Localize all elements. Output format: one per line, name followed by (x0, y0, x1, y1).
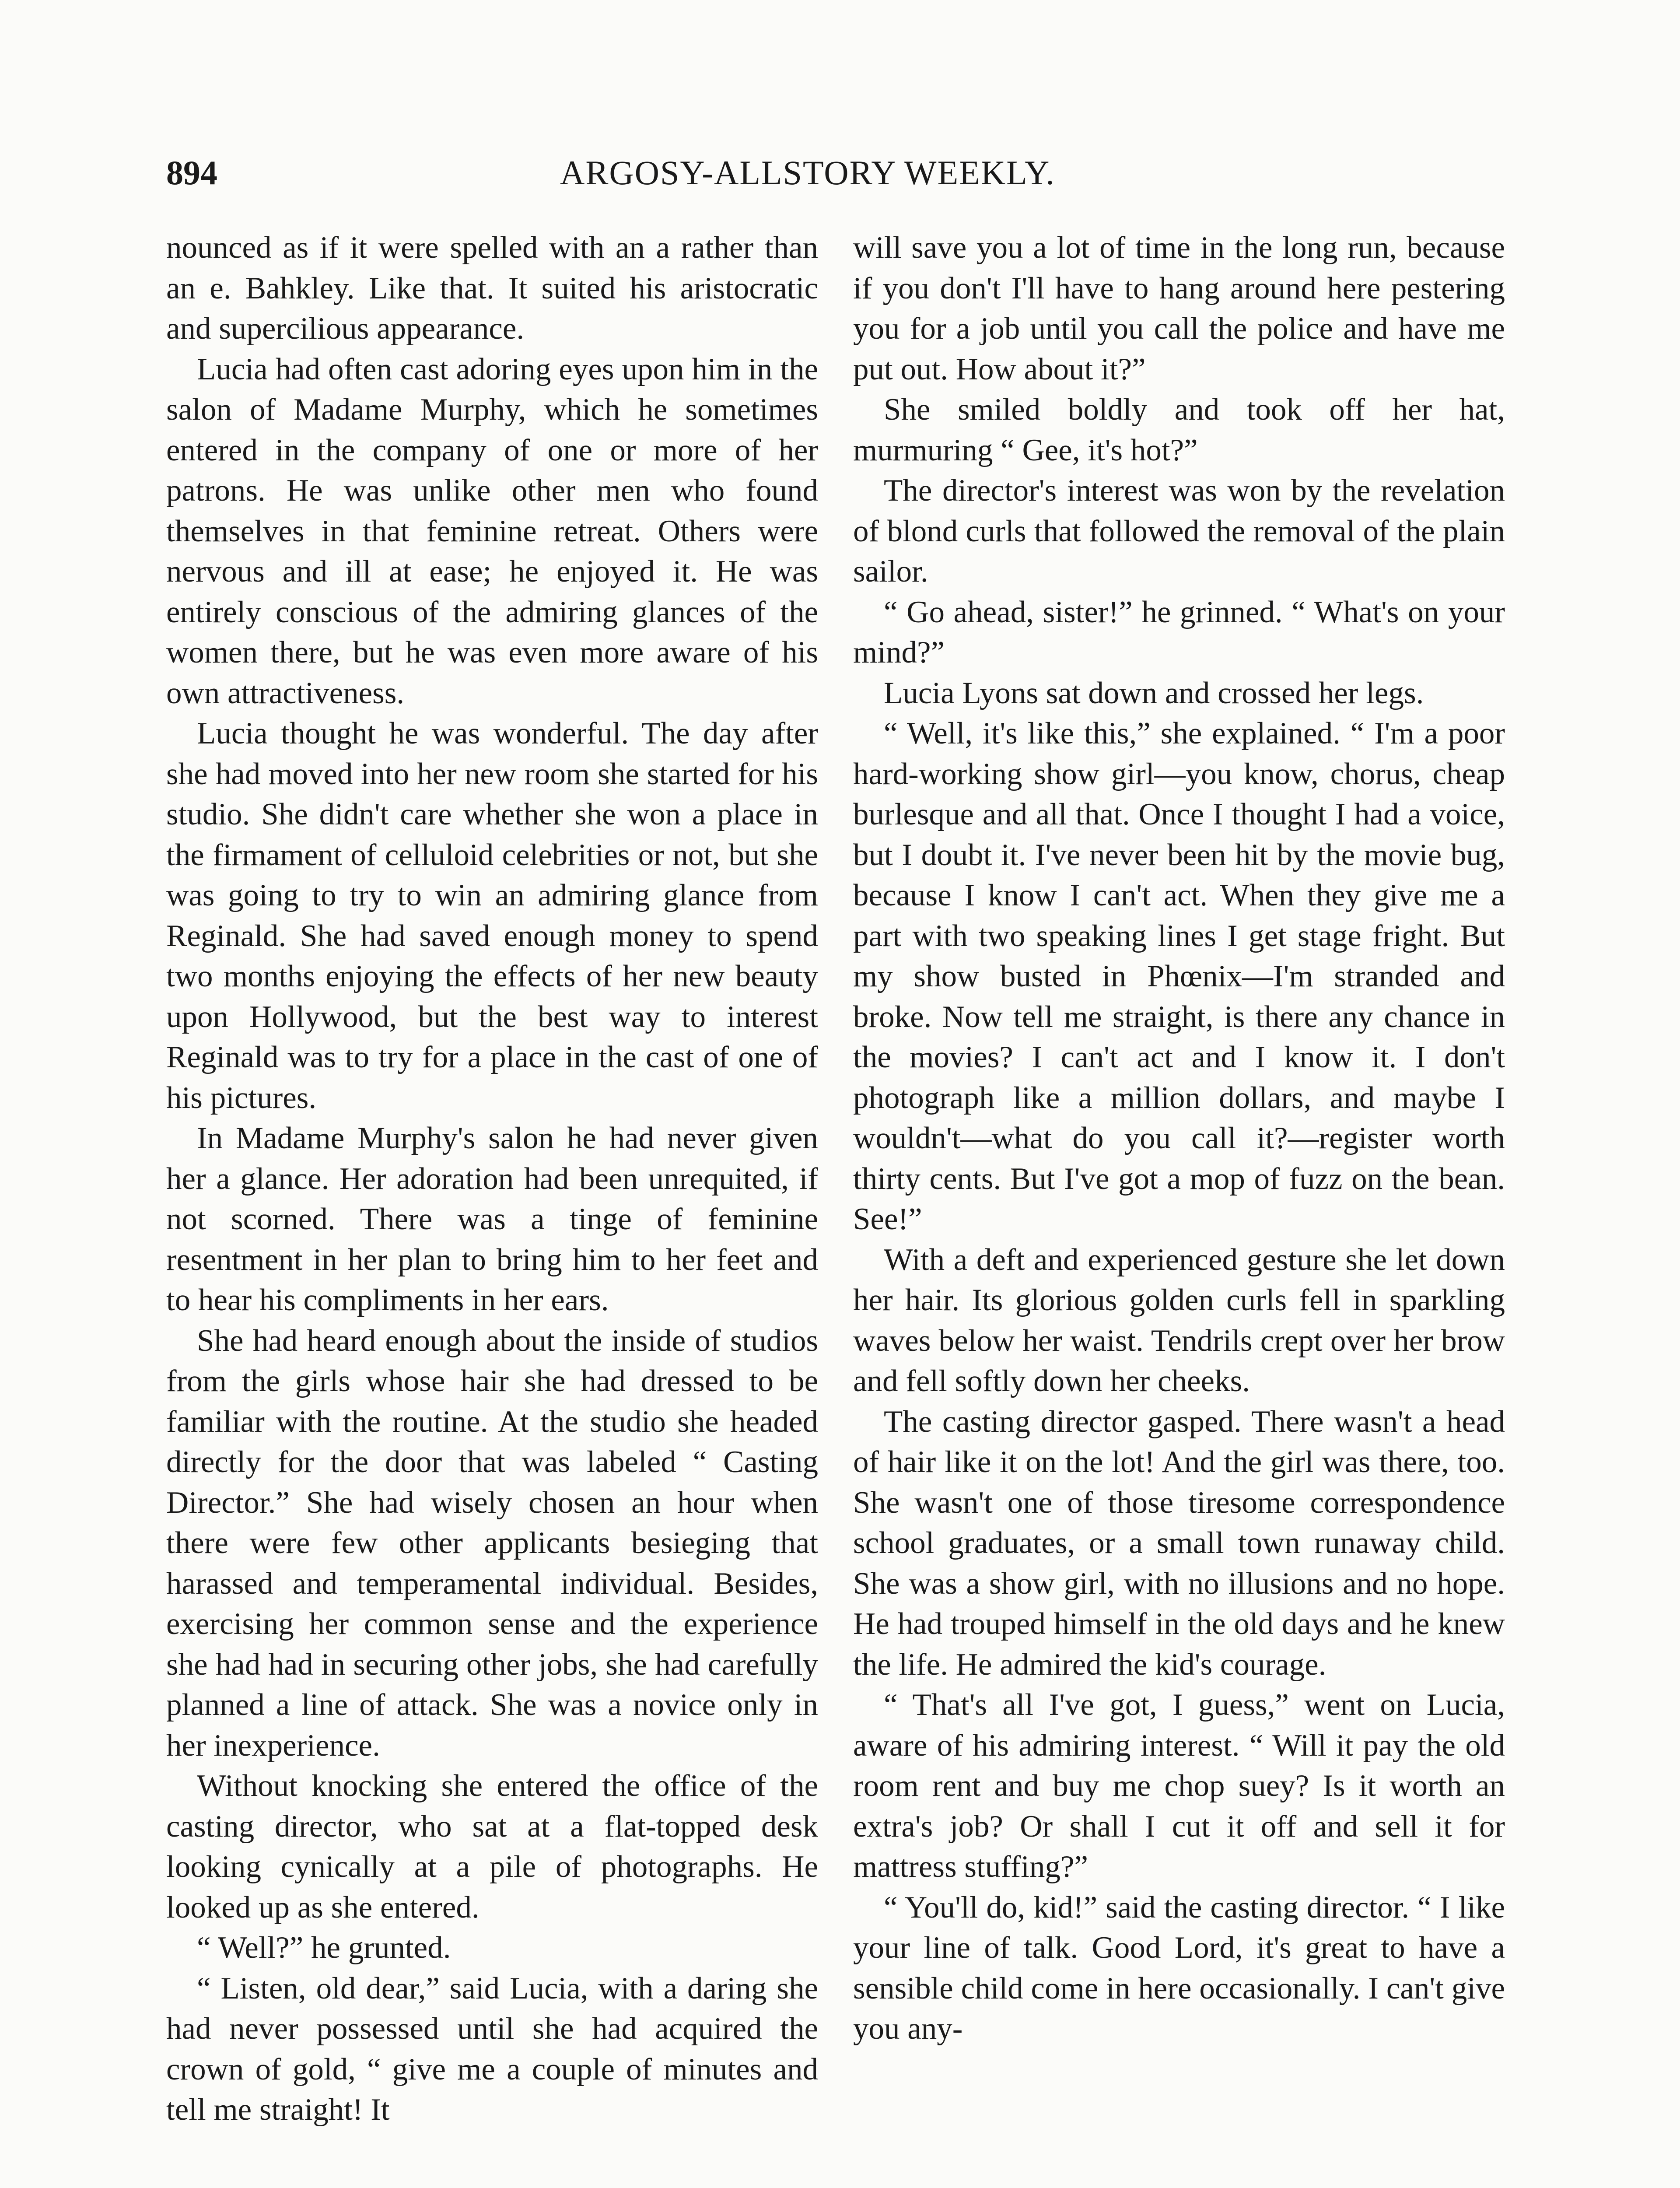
text-columns (166, 228, 1522, 2188)
left-column (166, 228, 818, 2130)
paragraph: Without knocking she entered the office of the casting director, who sat at a flat-topped desk looking cynically at a pile of photographs. He looked up as she entered. (166, 1769, 818, 1925)
right-column (853, 228, 1505, 2049)
paragraph: “ Listen, old dear,” said Lucia, with a daring she had never possessed until she had acquired the crown of gold, “ give me a couple of minutes and tell me straight! It (166, 1971, 818, 2127)
page-number: 894 (166, 154, 217, 192)
paragraph: “ Go ahead, sister!” he grinned. “ What's on your mind?” (853, 595, 1505, 670)
paragraph: Lucia Lyons sat down and crossed her legs. (884, 676, 1424, 710)
paragraph: She smiled boldly and took off her hat, murmuring “ Gee, it's hot?” (853, 393, 1505, 467)
paragraph: Lucia had often cast adoring eyes upon him in the salon of Madame Murphy, which he sometimes entered in the company of one or more of her patrons. He was unlike other men who found themselves in that feminine retreat. Others were nervous and ill at ease; he enjoyed it. He was entirely conscious of the admiring glances of the women there, but he was even more aware of his own attractiveness. (166, 352, 818, 710)
paragraph: The casting director gasped. There wasn't a head of hair like it on the lot! And the girl was there, too. She wasn't one of those tiresome correspondence school graduates, or a small town runaway child. She was a show girl, with no illusions and no hope. He had trouped himself in the old days and he knew the life. He admired the kid's courage. (853, 1404, 1505, 1682)
paragraph: “ You'll do, kid!” said the casting director. “ I like your line of talk. Good Lord, it's great to have a sensible child come in here occasionally. I can't give you any- (853, 1890, 1505, 2046)
paragraph: nounced as if it were spelled with an a rather than an e. Bahkley. Like that. It suited his aristocratic and supercilious appearance. (166, 231, 818, 346)
paragraph: “ That's all I've got, I guess,” went on Lucia, aware of his admiring interest. “ Will it pay the old room rent and buy me chop suey? Is it worth an extra's job? Or shall I cut it off and sell it for mattress stuffing?” (853, 1688, 1505, 1884)
paragraph: will save you a lot of time in the long run, because if you don't I'll have to hang around here pestering you for a job until you call the police and have me put out. How about it?” (853, 231, 1505, 386)
paragraph: In Madame Murphy's salon he had never given her a glance. Her adoration had been unrequited, if not scorned. There was a tinge of feminine resentment in her plan to bring him to her feet and to hear his compliments in her ears. (166, 1121, 818, 1317)
paragraph: She had heard enough about the inside of studios from the girls whose hair she had dressed to be familiar with the routine. At the studio she headed directly for the door that was labeled “ Casting Director.” She had wisely chosen an hour when there were few other applicants besieging that harassed and temperamental individual. Besides, exercising her common sense and the experience she had had in securing other jobs, she had carefully planned a line of attack. She was a novice only in her inexperience. (166, 1323, 818, 1763)
page-header (166, 149, 1518, 197)
paragraph: With a deft and experienced gesture she let down her hair. Its glorious golden curls fell in sparkling waves below her waist. Tendrils crept over her brow and fell softly down her cheeks. (853, 1242, 1505, 1398)
running-head: ARGOSY-ALLSTORY WEEKLY. (560, 154, 1055, 192)
paragraph: Lucia thought he was wonderful. The day after she had moved into her new room she started for his studio. She didn't care whether she won a place in the firmament of celluloid celebrities or not, but she was going to try to win an admiring glance from Reginald. She had saved enough money to spend two months enjoying the effects of her new beauty upon Hollywood, but the best way to interest Reginald was to try for a place in the cast of one of his pictures. (166, 716, 818, 1115)
paragraph: “ Well, it's like this,” she explained. “ I'm a poor hard-working show girl—you know, chorus, cheap burlesque and all that. Once I thought I had a voice, but I doubt it. I've never been hit by the movie bug, because I know I can't act. When they give me a part with two speaking lines I get stage fright. But my show busted in Phœnix—I'm stranded and broke. Now tell me straight, is there any chance in the movies? I can't act and I know it. I don't photograph like a million dollars, and maybe I wouldn't—what do you call it?—register worth thirty cents. But I've got a mop of fuzz on the bean. See!” (853, 716, 1505, 1236)
paragraph: “ Well?” he grunted. (197, 1931, 451, 1965)
paragraph: The director's interest was won by the revelation of blond curls that followed the removal of the plain sailor. (853, 473, 1505, 589)
